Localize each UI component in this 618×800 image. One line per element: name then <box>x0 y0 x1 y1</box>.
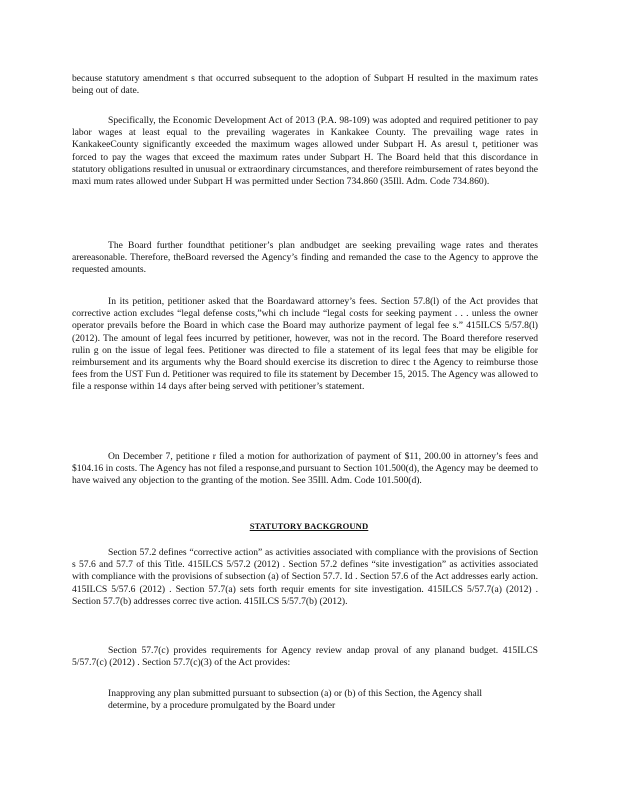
section-heading <box>0 520 618 532</box>
paragraph-text: Section 57.7(c) provides requirements for Agency review andap proval of any planand budget. 415ILCS 5/57.7(c) (2012) . Section 57.7(c)(3) of the Act provides: <box>72 645 538 669</box>
paragraph-text: because statutory amendment s that occurred subsequent to the adoption of Subpart H resulted in the maximum rates being out of date. <box>72 73 538 97</box>
paragraph-prevailing-wage <box>72 115 538 188</box>
heading-text: STATUTORY BACKGROUND <box>249 521 369 531</box>
paragraph-text: In its petition, petitioner asked that the Boardaward attorney’s fees. Section 57.8(l) of the Act provides that corrective action excludes “legal defense costs,”whi ch include “legal costs for seeking payment . . . unless the owner operator prevails before the Board in which case the Board may authorize payment of legal fee s.” 415ILCS 5/57.8(l) (2012). The amount of legal fees incurred by petitioner, however, was not in the record. The Board therefore reserved rulin g on the issue of legal fees. Petitioner was directed to file a statement of its legal fees that may be eligible for reimbursement and its arguments why the Board should exercise its discretion to direc t the Agency to reimburse those fees from the UST Fun d. Petitioner was required to file its statement by December 15, 2015. The Agency was allowed to file a response within 14 days after being served with petitioner’s statement. <box>72 296 538 393</box>
paragraph-definitions <box>72 547 538 608</box>
paragraph-text: The Board further foundthat petitioner’s plan andbudget are seeking prevailing wage rates and therates arereasonable. Therefore, theBoard reversed the Agency’s finding and remanded the case to the Agency to approve the requested amounts. <box>72 240 538 276</box>
paragraph-plan-review <box>72 645 538 669</box>
paragraph-text: On December 7, petitione r filed a motion for authorization of payment of $11, 200.00 in attorney’s fees and $104.16 in costs. The Agency has not filed a response,and pursuant to Section 101.500(d), the Agency may be deemed to have waived any objection to the granting of the motion. See 35Ill. Adm. Code 101.500(d). <box>72 451 538 487</box>
block-quote <box>108 688 500 712</box>
paragraph-text: Specifically, the Economic Development Act of 2013 (P.A. 98-109) was adopted and required petitioner to pay labor wages at least equal to the prevailing wagerates in Kankakee County. The prevailing wage rates in KankakeeCounty significantly exceeded the maximum wages allowed under Subpart H. As aresul t, petitioner was forced to pay the wages that exceed the maximum rates under Subpart H. The Board held that this discordance in statutory obligations resulted in unusual or extraordinary circumstances, and therefore reimbursement of rates beyond the maxi mum rates allowed under Subpart H was permitted under Section 734.860 (35Ill. Adm. Code 734.860). <box>72 115 538 188</box>
quote-text: Inapproving any plan submitted pursuant to subsection (a) or (b) of this Section, the Agency shall determine, by a procedure promulgated by the Board under <box>108 688 483 712</box>
paragraph-motion <box>72 451 538 488</box>
paragraph-text: Section 57.2 defines “corrective action” as activities associated with compliance with the provisions of Section s 57.6 and 57.7 of this Title. 415ILCS 5/57.2 (2012) . Section 57.2 defines “site investigation” as activities associated with compliance with the provisions of subsection (a) of Section 57.7. Id . Section 57.6 of the Act addresses early action. 415ILCS 5/57.6 (2012) . Section 57.7(a) sets forth requir ements for site investigation. 415ILCS 5/57.7(a) (2012) . Section 57.7(b) addresses correc tive action. 415ILCS 5/57.7(b) (2012). <box>72 547 538 607</box>
paragraph-board-finding <box>72 240 538 277</box>
paragraph-continued <box>72 73 538 97</box>
paragraph-legal-fees <box>72 296 538 394</box>
